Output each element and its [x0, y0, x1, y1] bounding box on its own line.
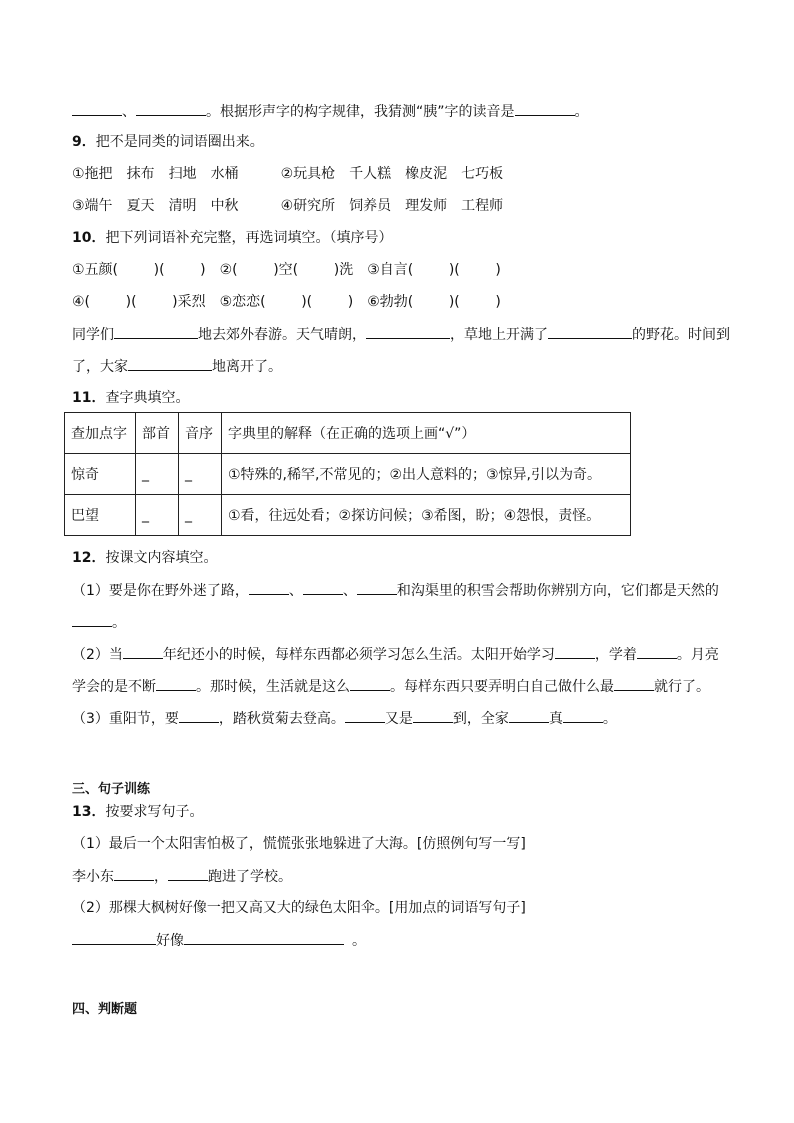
word-option[interactable]: 抹布: [126, 166, 155, 182]
idiom-item[interactable]: ⑤恋恋( )( ): [219, 294, 354, 310]
q8-tail-text: 。根据形声字的构字规律，我猜测“胰”字的读音是: [206, 104, 515, 120]
passage-text: 地去郊外春游。天气晴朗，: [198, 327, 366, 343]
question-number: 11．: [72, 390, 106, 406]
question-title: 把下列词语补充完整，再选词填空。（填序号）: [105, 230, 393, 246]
answer-blank[interactable]: [637, 644, 677, 659]
separator: ，: [154, 869, 168, 885]
q10-heading: [72, 228, 392, 248]
passage-text: 的野花。时间到: [632, 327, 730, 343]
answer-blank[interactable]: [136, 101, 206, 116]
q13-sub1-prompt: （1）最后一个太阳害怕极了，慌慌张张地躲进了大海。[仿照例句写一写]: [72, 836, 526, 852]
separator: 、: [342, 583, 357, 599]
answer-blank[interactable]: [345, 708, 385, 723]
table-header-row: [65, 413, 631, 454]
q12-sub2-line-2: [72, 676, 710, 697]
table-header: 部首: [136, 413, 179, 454]
q13-sub2-prompt: （2）那棵大枫树好像一把又高又大的绿色太阳伞。[用加点的词语写句子]: [72, 900, 526, 916]
answer-blank[interactable]: [114, 866, 154, 881]
q11-heading: [72, 388, 189, 408]
question-number: 13．: [72, 804, 106, 820]
table-header: 字典里的解释（在正确的选项上画“√”）: [222, 413, 631, 454]
passage-text: 学会的是不断: [72, 679, 156, 695]
table-cell-order[interactable]: _: [179, 454, 222, 495]
answer-blank[interactable]: [128, 356, 212, 371]
q9-row-1: [72, 164, 517, 184]
word-option[interactable]: ②玩具枪: [280, 166, 336, 182]
q12-sub1-line-1: [72, 580, 719, 601]
question-number: 10．: [72, 230, 106, 246]
period: 。: [574, 104, 589, 120]
answer-blank[interactable]: [350, 676, 390, 691]
q12-sub2-line-1: [72, 644, 719, 665]
word-option[interactable]: 千人糕: [349, 166, 392, 182]
q13-sub2-answer-line: [72, 930, 366, 951]
passage-text: 同学们: [72, 327, 114, 343]
answer-blank[interactable]: [357, 580, 397, 595]
idiom-item[interactable]: ②( )空( )洗: [219, 262, 354, 278]
answer-blank[interactable]: [184, 930, 344, 945]
answer-blank[interactable]: [548, 324, 632, 339]
word-option[interactable]: 橡皮泥: [405, 166, 448, 182]
table-header: 音序: [179, 413, 222, 454]
passage-text: （1）要是你在野外迷了路，: [72, 583, 249, 599]
q10-row-2: [72, 292, 515, 312]
table-cell-word: 巴望: [65, 495, 136, 536]
answer-blank[interactable]: [366, 324, 450, 339]
q12-sub1-line-2: [72, 612, 126, 633]
question-title: 查字典填空。: [105, 390, 190, 406]
word-option[interactable]: 理发师: [405, 198, 448, 214]
period: 。: [602, 711, 617, 727]
answer-blank[interactable]: [509, 708, 549, 723]
passage-text: 又是: [384, 711, 413, 727]
passage-text: 。月亮: [676, 647, 719, 663]
word-option[interactable]: ①拖把: [72, 166, 113, 182]
section-heading: 四、判断题: [72, 1002, 138, 1017]
answer-blank[interactable]: [413, 708, 453, 723]
passage-text: ，草地上开满了: [450, 327, 548, 343]
answer-blank[interactable]: [72, 612, 112, 627]
table-row: [65, 495, 631, 536]
word-option[interactable]: 工程师: [461, 198, 504, 214]
q10-passage-line-1: [72, 324, 730, 345]
passage-text: 李小东: [72, 869, 114, 885]
word-option[interactable]: 饲养员: [349, 198, 392, 214]
table-cell-explain[interactable]: ①特殊的,稀罕,不常见的；②出人意料的；③惊异,引以为奇。: [222, 454, 631, 495]
passage-text: 好像: [156, 933, 184, 949]
passage-text: 。每样东西只要弄明白自己做什么最: [390, 679, 614, 695]
q8-tail-line: [72, 101, 589, 122]
table-cell-radical[interactable]: _: [136, 454, 179, 495]
word-option[interactable]: ④研究所: [280, 198, 336, 214]
answer-blank[interactable]: [123, 644, 163, 659]
answer-blank[interactable]: [614, 676, 654, 691]
passage-text: 。那时候，生活就是这么: [196, 679, 350, 695]
q13-sub1-answer-line: [72, 866, 292, 887]
passage-text: 地离开了。: [212, 359, 282, 375]
word-option[interactable]: 夏天: [126, 198, 155, 214]
answer-blank[interactable]: [555, 644, 595, 659]
passage-text: 了，大家: [72, 359, 128, 375]
table-header: 查加点字: [65, 413, 136, 454]
question-title: 按要求写句子。: [105, 804, 204, 820]
question-number: 12．: [72, 550, 106, 566]
idiom-item[interactable]: ③自言( )( ): [367, 262, 501, 278]
passage-text: 和沟渠里的积雪会帮助你辨别方向，它们都是天然的: [396, 583, 719, 599]
separator: 、: [288, 583, 303, 599]
word-option[interactable]: 清明: [168, 198, 197, 214]
answer-blank[interactable]: [249, 580, 289, 595]
passage-text: 就行了。: [654, 679, 710, 695]
separator: 、: [122, 104, 136, 120]
table-row: [65, 454, 631, 495]
table-cell-order[interactable]: _: [179, 495, 222, 536]
answer-blank[interactable]: [72, 930, 156, 945]
idiom-item[interactable]: ④( )( )采烈: [72, 294, 206, 310]
answer-blank[interactable]: [515, 101, 575, 116]
word-option[interactable]: 扫地: [168, 166, 197, 182]
passage-text: 到，全家: [452, 711, 509, 727]
table-cell-word: 惊奇: [65, 454, 136, 495]
passage-text: ，踏秋赏菊去登高。: [218, 711, 345, 727]
q13-heading: [72, 802, 203, 822]
answer-blank[interactable]: [156, 676, 196, 691]
idiom-item[interactable]: ⑥勃勃( )( ): [367, 294, 501, 310]
word-option[interactable]: 中秋: [210, 198, 239, 214]
q9-heading: [72, 132, 264, 152]
answer-blank[interactable]: [563, 708, 603, 723]
period: 。: [112, 615, 126, 631]
passage-text: 真: [548, 711, 563, 727]
q12-heading: [72, 548, 217, 568]
passage-text: （3）重阳节，要: [72, 711, 179, 727]
question-title: 把不是同类的词语圈出来。: [95, 134, 264, 150]
answer-blank[interactable]: [72, 101, 122, 116]
passage-text: （2）当: [72, 647, 123, 663]
table-cell-radical[interactable]: _: [136, 495, 179, 536]
passage-text: 跑进了学校。: [208, 869, 292, 885]
q12-sub3-line: [72, 708, 617, 729]
q10-passage-line-2: [72, 356, 282, 377]
period: 。: [352, 933, 366, 949]
dictionary-table: [64, 412, 631, 536]
q10-row-1: [72, 260, 515, 280]
table-cell-explain[interactable]: ①看，往远处看；②探访问候；③希图，盼；④怨恨，责怪。: [222, 495, 631, 536]
question-title: 按课文内容填空。: [105, 550, 218, 566]
q9-row-2: [72, 196, 517, 216]
word-option[interactable]: ③端午: [72, 198, 113, 214]
passage-text: ，学着: [594, 647, 637, 663]
question-number: 9．: [72, 134, 96, 150]
word-option[interactable]: 水桶: [210, 166, 239, 182]
passage-text: 年纪还小的时候，每样东西都必须学习怎么生活。太阳开始学习: [162, 647, 555, 663]
answer-blank[interactable]: [303, 580, 343, 595]
idiom-item[interactable]: ①五颜( )( ): [72, 262, 206, 278]
word-option[interactable]: 七巧板: [461, 166, 504, 182]
answer-blank[interactable]: [114, 324, 198, 339]
section-heading: 三、句子训练: [72, 782, 151, 797]
answer-blank[interactable]: [168, 866, 208, 881]
answer-blank[interactable]: [179, 708, 219, 723]
